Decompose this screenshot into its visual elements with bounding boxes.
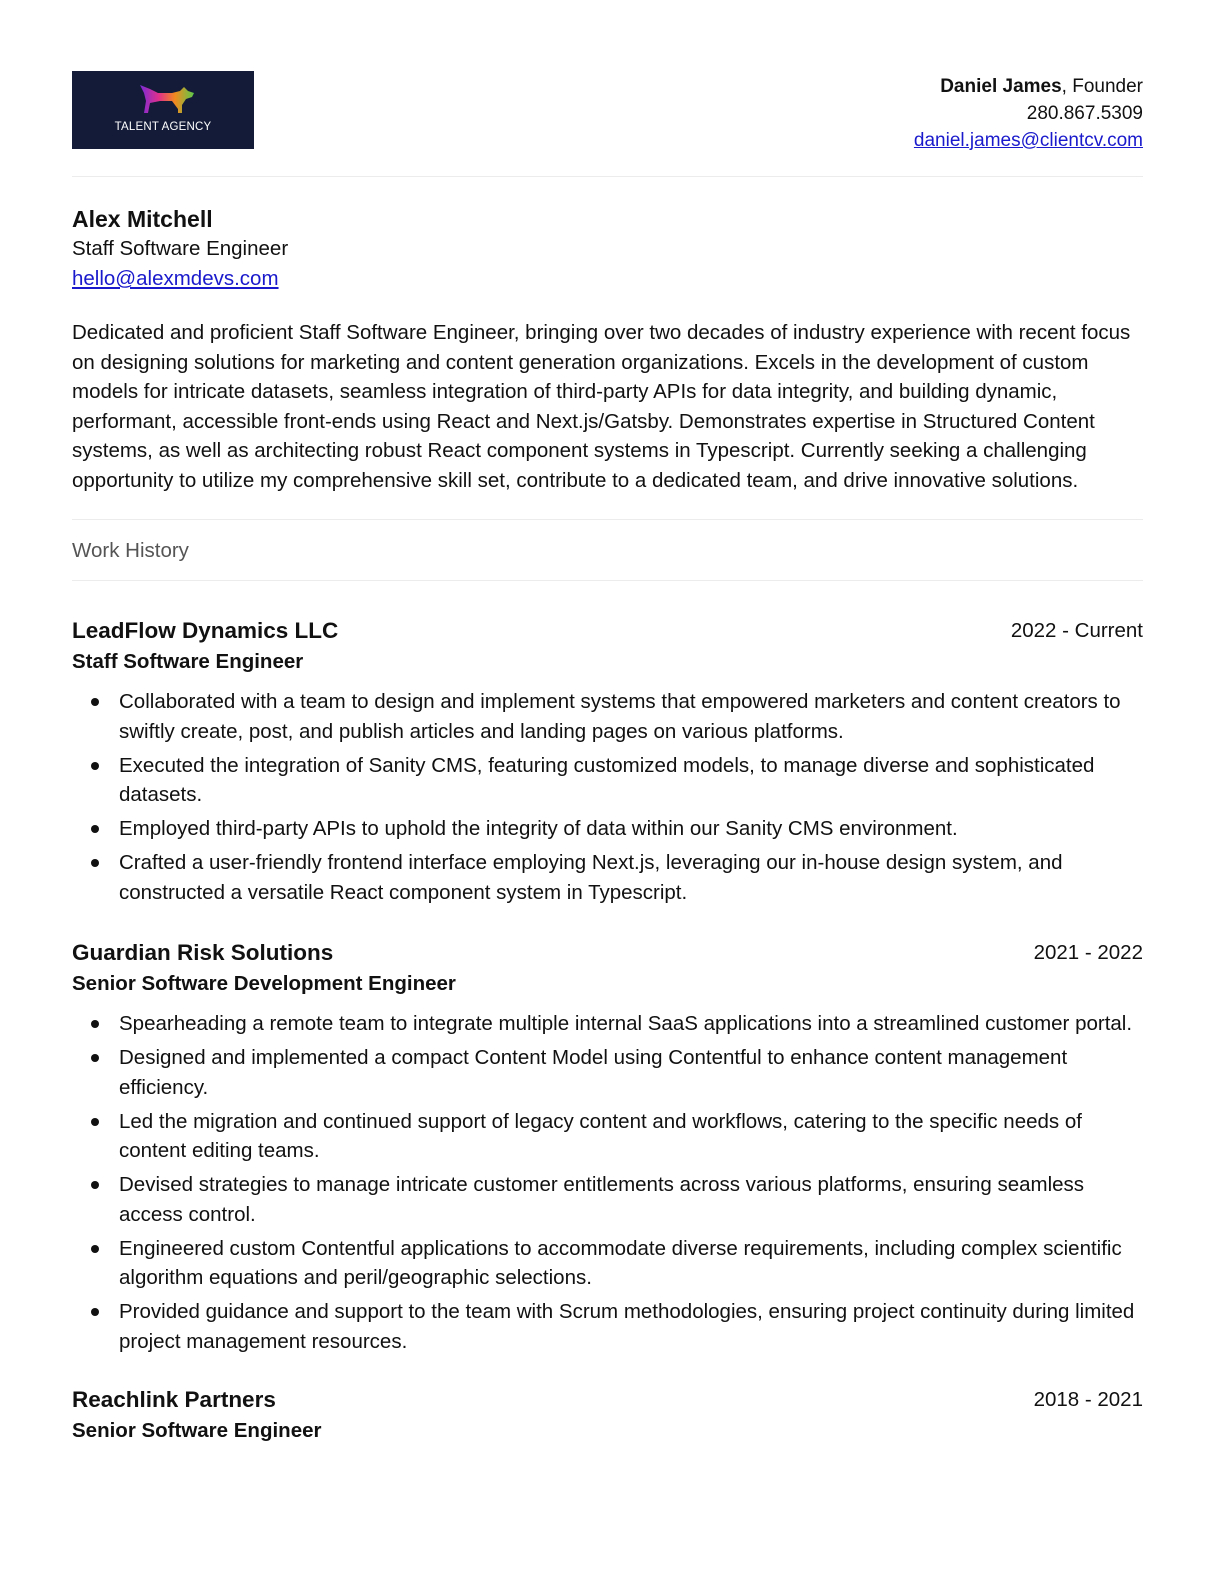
section-heading-work-history: Work History xyxy=(72,520,1143,581)
bullet-dot-icon xyxy=(91,1308,99,1316)
dog-icon xyxy=(132,79,200,119)
bullet-text: Executed the integration of Sanity CMS, featuring customized models, to manage diverse and sophisticated datasets. xyxy=(119,753,1095,806)
job-role: Senior Software Engineer xyxy=(72,1419,322,1442)
bullet-dot-icon xyxy=(91,1054,99,1062)
list-item xyxy=(72,751,1143,810)
agency-header xyxy=(72,0,1143,177)
bullet-dot-icon xyxy=(91,1245,99,1253)
job-bullets xyxy=(72,1009,1143,1356)
job-header xyxy=(72,1384,1143,1416)
candidate-email-link[interactable]: hello@alexmdevs.com xyxy=(72,267,279,290)
bullet-text: Led the migration and continued support of legacy content and workflows, catering to the specific needs of content editing teams. xyxy=(119,1109,1082,1162)
list-item xyxy=(72,1043,1143,1102)
job-role: Senior Software Development Engineer xyxy=(72,972,456,995)
bullet-dot-icon xyxy=(91,698,99,706)
bullet-dot-icon xyxy=(91,762,99,770)
job-company: Reachlink Partners xyxy=(72,1387,276,1412)
bullet-text: Collaborated with a team to design and implement systems that empowered marketers and content creators to swiftly create, post, and publish articles and landing pages on various platforms. xyxy=(119,690,1121,743)
candidate-title: Staff Software Engineer xyxy=(72,237,289,260)
job-company: LeadFlow Dynamics LLC xyxy=(72,618,339,643)
bullet-text: Devised strategies to manage intricate customer entitlements across various platforms, ensuring seamless access control. xyxy=(119,1173,1085,1226)
job-entry xyxy=(72,937,1143,1356)
list-item xyxy=(72,1170,1143,1229)
bullet-dot-icon xyxy=(91,859,99,867)
agent-name: Daniel James xyxy=(940,76,1062,97)
job-entry xyxy=(72,1384,1143,1446)
list-item xyxy=(72,814,1143,844)
list-item xyxy=(72,1297,1143,1356)
job-role: Staff Software Engineer xyxy=(72,650,304,673)
agent-email-link[interactable]: daniel.james@clientcv.com xyxy=(913,130,1143,151)
agent-role: , Founder xyxy=(1061,76,1143,97)
job-dates: 2022 - Current xyxy=(1010,619,1143,642)
job-header xyxy=(72,615,1143,647)
bullet-text: Provided guidance and support to the team with Scrum methodologies, ensuring project continuity during limited project management resources. xyxy=(119,1300,1135,1353)
job-dates: 2018 - 2021 xyxy=(1033,1388,1143,1411)
bullet-dot-icon xyxy=(91,1118,99,1126)
bullet-text: Employed third-party APIs to uphold the integrity of data within our Sanity CMS environment. xyxy=(119,817,958,840)
logo-text: TALENT AGENCY xyxy=(114,121,212,133)
bullet-dot-icon xyxy=(91,825,99,833)
bullet-dot-icon xyxy=(91,1020,99,1028)
bullet-text: Spearheading a remote team to integrate multiple internal SaaS applications into a streamlined customer portal. xyxy=(119,1012,1133,1035)
list-item xyxy=(72,1009,1143,1039)
candidate-name: Alex Mitchell xyxy=(72,206,213,232)
agent-name-line xyxy=(914,73,1143,100)
agent-contact xyxy=(914,73,1143,154)
job-list xyxy=(72,615,1143,1446)
agency-logo xyxy=(72,71,254,149)
job-entry xyxy=(72,615,1143,907)
job-header xyxy=(72,937,1143,969)
bullet-text: Engineered custom Contentful applications to accommodate diverse requirements, including complex scientific algorithm equations and peril/geographic selections. xyxy=(119,1236,1122,1289)
bullet-text: Designed and implemented a compact Content Model using Contentful to enhance content management efficiency. xyxy=(119,1046,1068,1099)
resume-content xyxy=(72,0,1143,1446)
job-company: Guardian Risk Solutions xyxy=(72,940,334,965)
list-item xyxy=(72,848,1143,907)
bullet-dot-icon xyxy=(91,1181,99,1189)
agent-phone: 280.867.5309 xyxy=(1026,103,1143,124)
bullet-text: Crafted a user-friendly frontend interface employing Next.js, leveraging our in-house design system, and constructed a versatile React component system in Typescript. xyxy=(119,851,1063,904)
professional-summary: Dedicated and proficient Staff Software Engineer, bringing over two decades of industry experience with recent focus on designing solutions for marketing and content generation organizations. Excels in the development of custom models for intricate datasets, seamless integration of third-party APIs for data integrity, and building dynamic, performant, accessible front-ends using React and Next.js/Gatsby. Demonstrates expertise in Structured Content systems, as well as architecting robust React component systems in Typescript. Currently seeking a challenging opportunity to utilize my comprehensive skill set, contribute to a dedicated team, and drive innovative solutions. xyxy=(72,318,1143,520)
list-item xyxy=(72,1107,1143,1166)
job-bullets xyxy=(72,687,1143,907)
candidate-info xyxy=(72,177,1143,294)
list-item xyxy=(72,1234,1143,1293)
job-dates: 2021 - 2022 xyxy=(1033,941,1143,964)
list-item xyxy=(72,687,1143,746)
